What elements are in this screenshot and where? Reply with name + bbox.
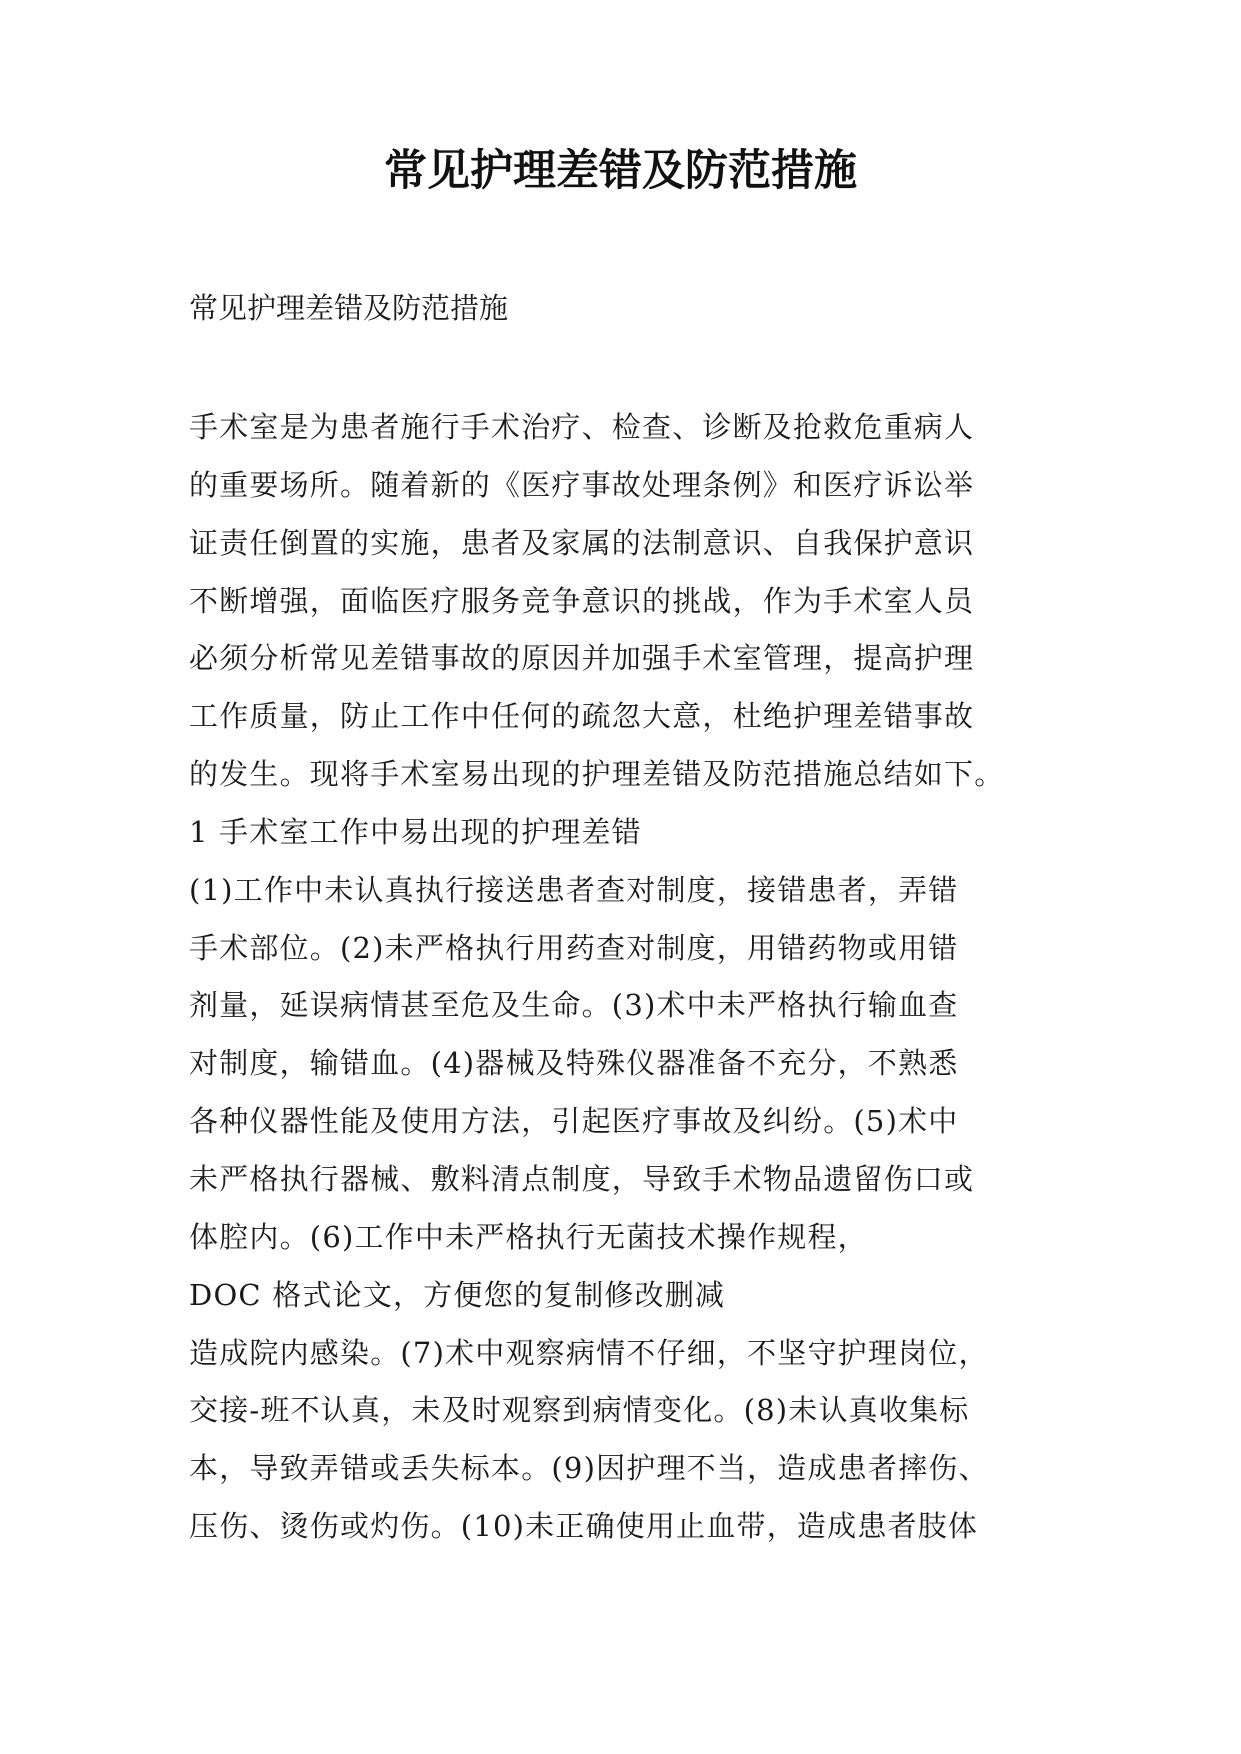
text-line: 对制度，输错血。(4)器械及特殊仪器准备不充分，不熟悉: [189, 1046, 959, 1081]
text-line: 交接-班不认真，未及时观察到病情变化。(8)未认真收集标: [189, 1393, 970, 1428]
text-line: 不断增强，面临医疗服务竞争意识的挑战，作为手术室人员: [189, 583, 975, 618]
doc-format-note: DOC 格式论文，方便您的复制修改删减: [189, 1277, 726, 1312]
document-subtitle: 常见护理差错及防范措施: [189, 291, 509, 325]
text-line: 必须分析常见差错事故的原因并加强手术室管理，提高护理: [189, 641, 975, 676]
text-line: 本，导致弄错或丢失标本。(9)因护理不当，造成患者摔伤、: [189, 1451, 989, 1486]
text-line: 手术部位。(2)未严格执行用药查对制度，用错药物或用错: [189, 930, 959, 965]
text-line: (1)工作中未认真执行接送患者查对制度，接错患者，弄错: [189, 872, 959, 907]
section-heading: 1 手术室工作中易出现的护理差错: [189, 814, 642, 849]
text-line: 未严格执行器械、敷料清点制度，导致手术物品遗留伤口或: [189, 1161, 975, 1196]
text-line: 造成院内感染。(7)术中观察病情不仔细，不坚守护理岗位，: [189, 1335, 989, 1370]
document-title: 常见护理差错及防范措施: [384, 146, 857, 196]
text-line: 各种仪器性能及使用方法，引起医疗事故及纠纷。(5)术中: [189, 1104, 959, 1139]
text-line: 证责任倒置的实施，患者及家属的法制意识、自我保护意识: [189, 525, 975, 560]
text-line: 手术室是为患者施行手术治疗、检查、诊断及抢救危重病人: [189, 410, 975, 444]
text-line: 体腔内。(6)工作中未严格执行无菌技术操作规程，: [189, 1219, 868, 1254]
text-line: 剂量，延误病情甚至危及生命。(3)术中未严格执行输血查: [189, 988, 959, 1023]
body-text: [189, 412, 1069, 1569]
text-line: 的重要场所。随着新的《医疗事故处理条例》和医疗诉讼举: [189, 467, 975, 502]
text-line: 压伤、烫伤或灼伤。(10)未正确使用止血带，造成患者肢体: [189, 1509, 979, 1544]
text-line: 工作质量，防止工作中任何的疏忽大意，杜绝护理差错事故: [189, 699, 975, 734]
text-line: 的发生。现将手术室易出现的护理差错及防范措施总结如下。: [189, 757, 1005, 792]
